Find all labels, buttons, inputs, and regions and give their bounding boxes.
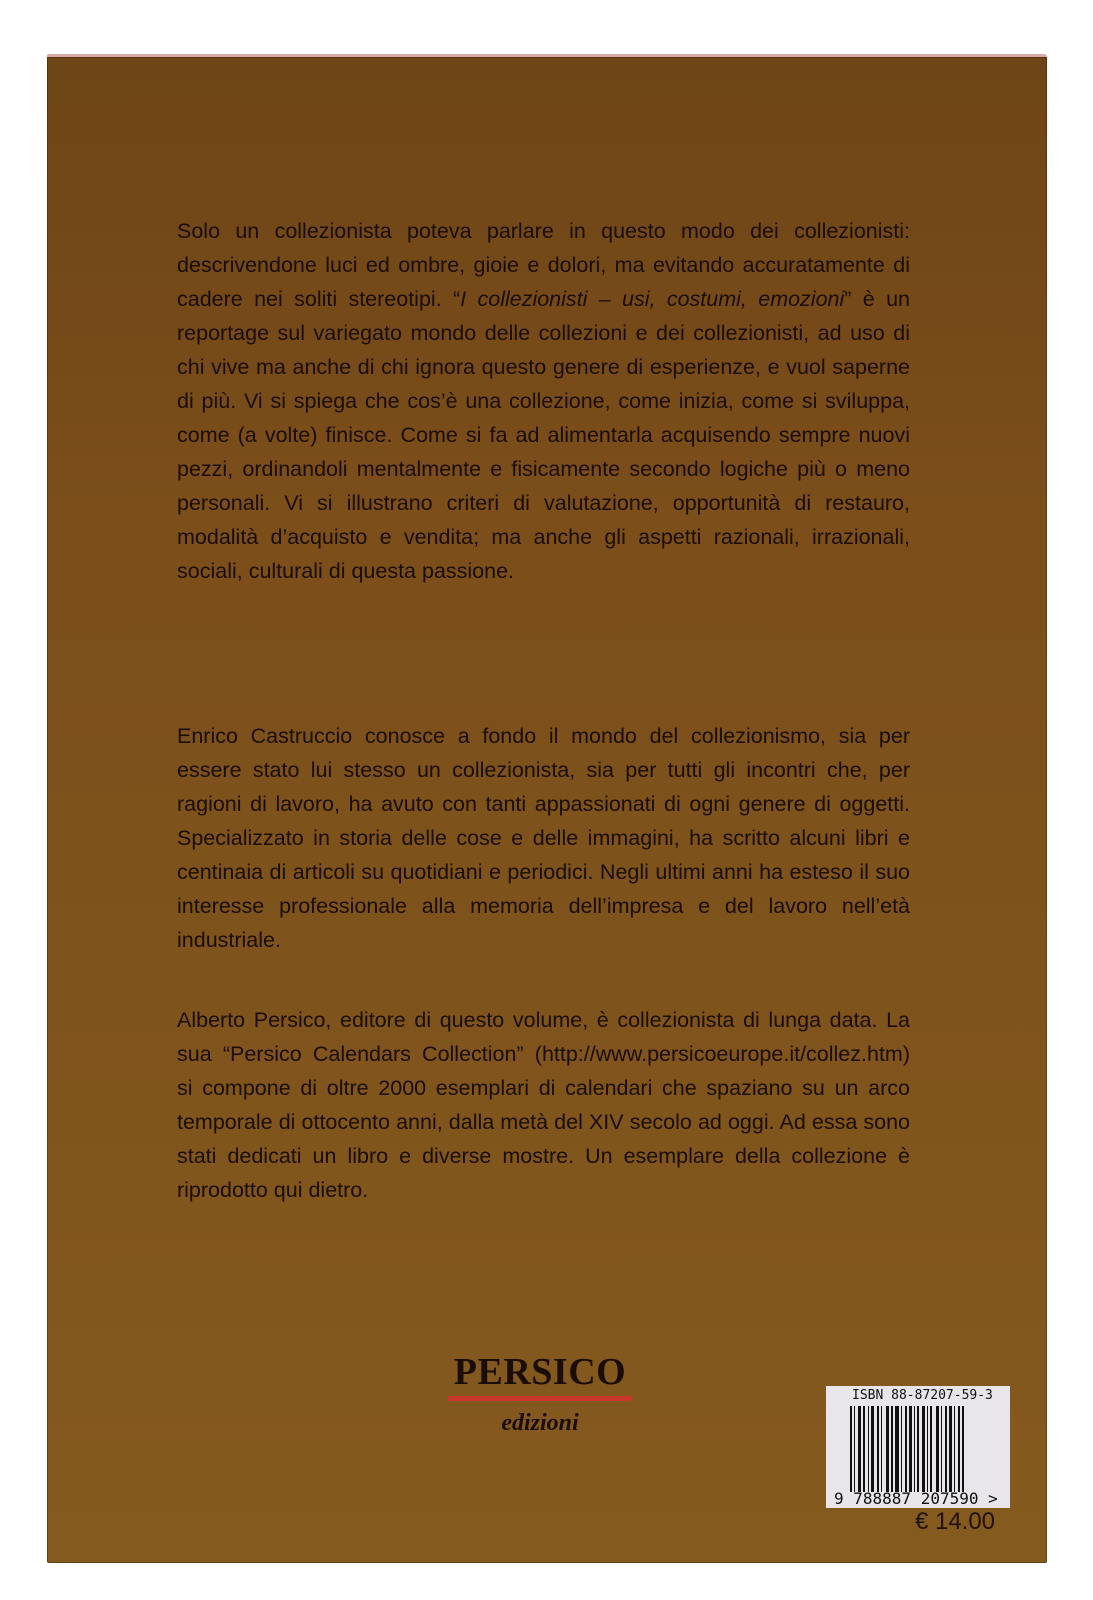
ean-digits: 9 788887 207590 > (834, 1489, 998, 1508)
synopsis-text-end: ” è un reportage sul variegato mondo delle collezioni e dei collezionisti, ad uso di chi vive ma anche di chi ignora questo genere di esperienze, e vuol saperne di più. Vi si spiega che cos’è una collezione, come inizia, come si sviluppa, come (a volte) finisce. Come si fa ad alimentarla acquisendo sempre nuovi pezzi, ordinandoli mentalmente e fisicamente secondo logiche più o meno personali. Vi si illustrano criteri di valutazione, opportunità di restauro, modalità d’acquisto e vendita; ma anche gli aspetti razionali, irrazionali, sociali, culturali di questa passione. (177, 287, 910, 583)
synopsis-text-start: Solo un collezionista poteva parlare in questo modo dei collezionisti: descrivendone luci ed ombre, gioie e dolori, ma evitando accuratamente di cadere nei soliti stereotipi. “ (177, 219, 910, 311)
blurb-paragraph-editor: Alberto Persico, editore di questo volume, è collezionista di lunga data. La sua “Persico Calendars Collection” (http://www.persicoeurope.it/collez.htm) si compone di oltre 2000 esemplari di calendari che spaziano su un arco temporale di ottocento anni, dalla metà del XIV secolo ad oggi. Ad essa sono stati dedicati un libro e diverse mostre. Un esemplare della collezione è riprodotto qui dietro. (177, 1008, 910, 1202)
publisher-name: PERSICO (453, 1351, 627, 1393)
publisher-logo (448, 1350, 632, 1437)
barcode-icon (850, 1406, 990, 1492)
book-title-italic: I collezionisti – usi, costumi, emozioni (460, 287, 845, 311)
price-label: € 14.00 (914, 1508, 996, 1535)
publisher-red-rule (448, 1396, 632, 1401)
isbn-barcode-label (826, 1386, 1010, 1508)
isbn-number: ISBN 88-87207-59-3 (852, 1388, 993, 1403)
blurb-paragraph-author: Enrico Castruccio conosce a fondo il mondo del collezionismo, sia per essere stato lui stesso un collezionista, sia per tutti gli incontri che, per ragioni di lavoro, ha avuto con tanti appassionati di ogni genere di oggetti. Specializzato in storia delle cose e delle immagini, ha scritto alcuni libri e centinaia di articoli su quotidiani e periodici. Negli ultimi anni ha esteso il suo interesse professionale alla memoria dell’impresa e del lavoro nell’età industriale. (177, 724, 910, 952)
publisher-subtitle: edizioni (501, 1410, 579, 1436)
blurb-paragraph-synopsis (177, 214, 910, 588)
